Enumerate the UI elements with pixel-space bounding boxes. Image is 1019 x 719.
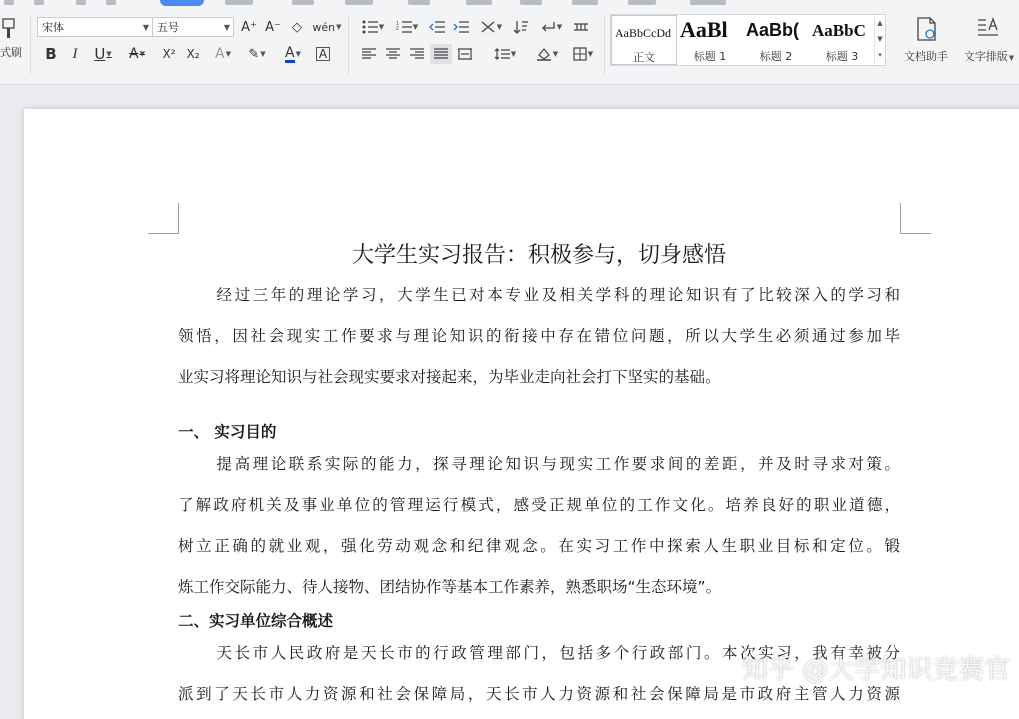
- watermark: 知乎 @大学知识竞赛官: [742, 655, 1011, 685]
- section-heading: 二、实习单位综合概述: [178, 612, 334, 630]
- line-spacing-icon[interactable]: ▼: [490, 44, 520, 64]
- svg-text:2: 2: [395, 26, 399, 32]
- decrease-indent-icon[interactable]: [426, 17, 448, 37]
- font-size-select[interactable]: [152, 17, 234, 37]
- doc-helper-button[interactable]: 文档助手: [898, 14, 954, 66]
- strikethrough-button[interactable]: A ▼: [129, 46, 145, 62]
- document-workspace[interactable]: [0, 85, 1019, 719]
- font-size-value: 五号: [157, 21, 179, 34]
- divider: [348, 16, 349, 74]
- superscript-button[interactable]: X²: [162, 47, 176, 61]
- phonetic-guide-icon[interactable]: wén ▼: [312, 20, 342, 34]
- show-marks-icon[interactable]: ▼: [536, 17, 566, 37]
- format-painter-label[interactable]: 式刷: [0, 46, 22, 59]
- clear-format-icon[interactable]: ◇: [292, 19, 302, 35]
- document-page[interactable]: [24, 109, 1019, 719]
- chevron-down-icon: ▼: [223, 23, 230, 32]
- text-layout-button[interactable]: 文字排版▼: [958, 14, 1019, 66]
- section1-paragraph: [178, 444, 900, 608]
- chevron-down-icon: ▼: [142, 23, 149, 32]
- paragraph-line: 炼工作交际能力、待人接物、团结协作等基本工作素养，熟悉职场“生态环境”。: [178, 578, 722, 596]
- distributed-align-icon[interactable]: [454, 44, 476, 64]
- section-heading: 一、 实习目的: [178, 423, 277, 441]
- paragraph-line: 业实习将理论知识与社会现实要求对接起来，为毕业走向社会打下坚实的基础。: [178, 368, 721, 386]
- shrink-font-icon[interactable]: A⁻: [265, 19, 281, 35]
- text-layout-icon: [976, 16, 1000, 42]
- paragraph-line: 经过三年的理论学习，大学生已对本专业及相关学科的理论知识有了比较深入的学习和: [214, 286, 900, 304]
- numbered-list-icon[interactable]: 1 2 ▼: [395, 21, 419, 32]
- ribbon-toolbar: [0, 0, 1019, 85]
- paragraph-line: 提高理论联系实际的能力，探寻理论知识与现实工作要求间的差距，并及时寻求对策。: [214, 455, 900, 473]
- align-right-icon[interactable]: [406, 44, 428, 64]
- bullet-list-icon[interactable]: ▼: [358, 17, 388, 37]
- style-gallery-scroll[interactable]: ▲ ▼ ▾: [874, 15, 885, 65]
- paragraph-line: 树立正确的就业观，强化劳动观念和纪律观念。在实习工作中探索人生职业目标和定位。锻: [178, 537, 900, 555]
- svg-text:1: 1: [395, 21, 399, 27]
- borders-icon[interactable]: ▼: [568, 44, 598, 64]
- align-center-icon[interactable]: [382, 44, 404, 64]
- font-name-value: 宋体: [42, 21, 64, 34]
- divider: [30, 16, 31, 74]
- style-gallery: [610, 14, 886, 66]
- corner-mark: [148, 203, 179, 234]
- justify-icon[interactable]: [430, 44, 452, 64]
- style-heading-2[interactable]: AaBb( 标题 2: [746, 20, 799, 63]
- highlight-icon[interactable]: ✎ ▼: [248, 46, 266, 62]
- text-effect-button[interactable]: A ▼: [215, 46, 231, 62]
- font-name-select[interactable]: [37, 17, 153, 37]
- sort-icon[interactable]: [510, 17, 532, 37]
- paragraph-line: 天长市人民政府是天长市的行政管理部门，包括多个行政部门。本次实习，我有幸被分: [214, 644, 900, 662]
- active-menu-tab[interactable]: [160, 0, 204, 6]
- document-title: 大学生实习报告：积极参与，切身感悟: [351, 243, 726, 268]
- italic-button[interactable]: I: [72, 45, 78, 62]
- shading-icon[interactable]: ▼: [532, 44, 562, 64]
- format-painter-icon[interactable]: [0, 16, 18, 42]
- increase-indent-icon[interactable]: [450, 17, 472, 37]
- style-heading-1[interactable]: AaBl 标题 1: [680, 17, 728, 63]
- text-direction-icon[interactable]: ▼: [476, 17, 506, 37]
- tab-stops-icon[interactable]: [570, 17, 592, 37]
- paragraph-line: 了解政府机关及事业单位的管理运行模式，感受正规单位的工作文化。培养良好的职业道德，: [178, 496, 900, 514]
- paragraph-line: 领悟，因社会现实工作要求与理论知识的衔接中存在错位问题，所以大学生必须通过参加毕: [178, 327, 900, 345]
- intro-paragraph: [178, 275, 900, 398]
- subscript-button[interactable]: X₂: [186, 47, 200, 61]
- corner-mark: [900, 203, 931, 234]
- underline-button[interactable]: U ▼: [94, 45, 112, 63]
- font-color-button[interactable]: A ▼: [285, 44, 301, 61]
- doc-helper-icon: [916, 16, 938, 42]
- style-normal[interactable]: AaBbCcDd 正文: [611, 15, 677, 65]
- bold-button[interactable]: B: [45, 45, 57, 63]
- grow-font-icon[interactable]: A⁺: [241, 19, 257, 35]
- menu-tab-strip: [0, 0, 1019, 8]
- align-left-icon[interactable]: [358, 44, 380, 64]
- character-border-button[interactable]: A: [312, 44, 334, 64]
- style-heading-3[interactable]: AaBbC 标题 3: [812, 21, 866, 63]
- divider: [604, 16, 605, 74]
- paragraph-line: 派到了天长市人力资源和社会保障局，天长市人力资源和社会保障局是市政府主管人力资源: [178, 685, 900, 703]
